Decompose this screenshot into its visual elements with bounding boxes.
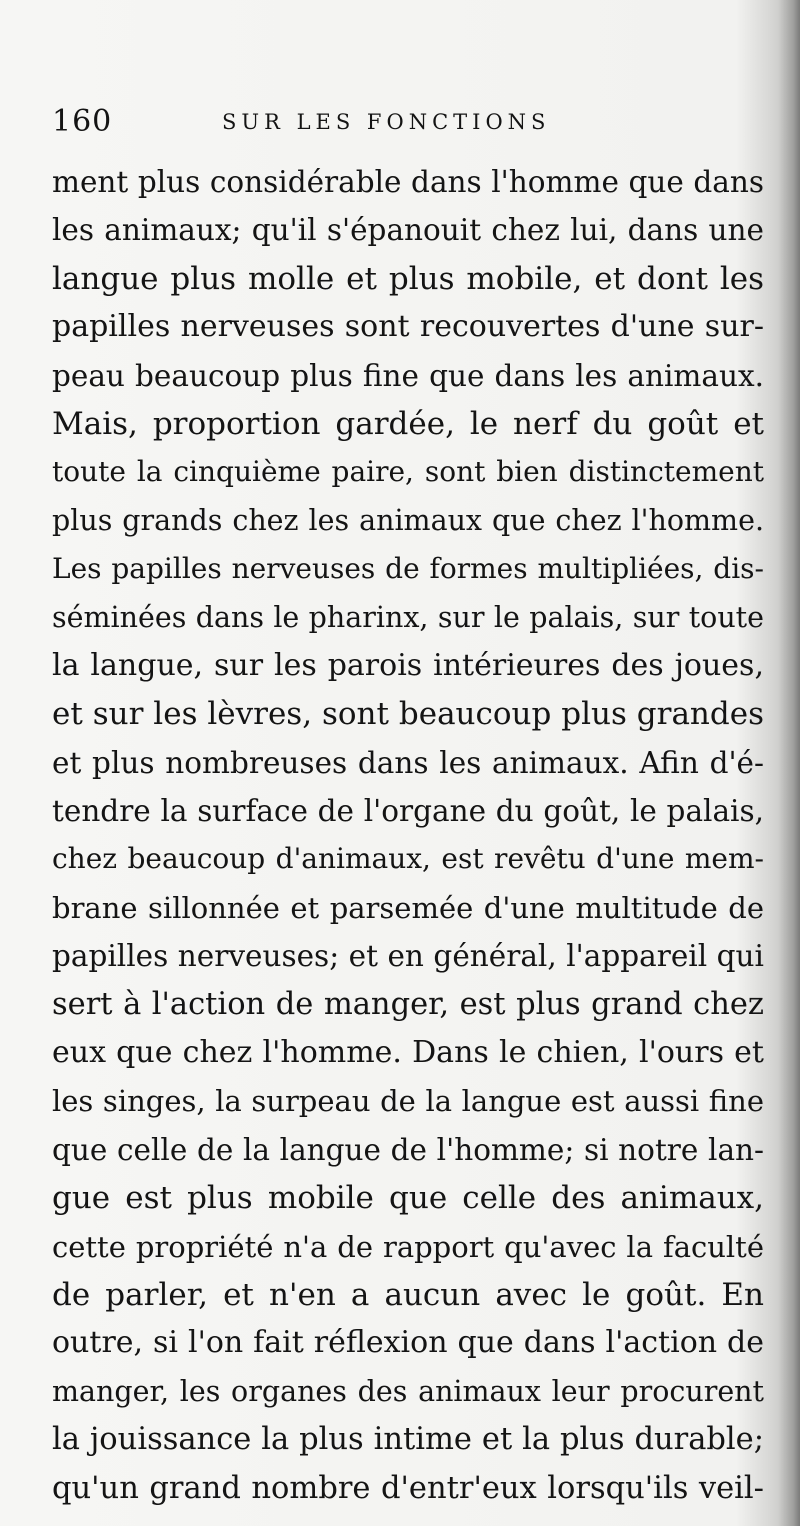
body-text: [52, 158, 764, 1513]
text-line: eux que chez l'homme. Dans le chien, l'ours et: [52, 1035, 764, 1071]
text-line: Les papilles nerveuses de formes multipliées, dis-: [52, 552, 764, 586]
text-line: la jouissance la plus intime et la plus durable;: [52, 1422, 764, 1458]
text-line: gue est plus mobile que celle des animaux,: [52, 1180, 764, 1217]
running-title: SUR LES FONCTIONS: [222, 110, 551, 134]
text-line: peau beaucoup plus fine que dans les animaux.: [52, 358, 764, 393]
text-line: les animaux; qu'il s'épanouit chez lui, dans une: [52, 213, 764, 248]
text-line: papilles nerveuses sont recouvertes d'une sur-: [52, 309, 764, 345]
text-line: outre, si l'on fait réflexion que dans l'action de: [52, 1325, 764, 1361]
text-line: brane sillonnée et parsemée d'une multitude de: [52, 890, 764, 925]
text-line: toute la cinquième paire, sont bien distinctement: [52, 455, 764, 489]
text-line: séminées dans le pharinx, sur le palais, sur toute: [52, 600, 764, 634]
text-line: plus grands chez les animaux que chez l'homme.: [52, 503, 764, 537]
text-line: de parler, et n'en a aucun avec le goût. En: [52, 1276, 764, 1313]
text-line: langue plus molle et plus mobile, et dont les: [52, 260, 764, 297]
text-line: manger, les organes des animaux leur procurent: [52, 1374, 764, 1408]
text-line: ment plus considérable dans l'homme que dans: [52, 165, 764, 199]
page-header: [52, 104, 752, 144]
text-line: cette propriété n'a de rapport qu'avec la faculté: [52, 1229, 764, 1264]
text-line: et sur les lèvres, sont beaucoup plus grandes: [52, 696, 764, 733]
page-number: 160: [52, 104, 113, 139]
text-line: les singes, la surpeau de la langue est aussi fine: [52, 1084, 764, 1119]
text-line: chez beaucoup d'animaux, est revêtu d'une mem-: [52, 842, 764, 876]
text-line: que celle de la langue de l'homme; si notre lan-: [52, 1132, 764, 1167]
text-line: sert à l'action de manger, est plus grand chez: [52, 986, 764, 1022]
text-line: et plus nombreuses dans les animaux. Afin d'é-: [52, 745, 764, 780]
page-edge-shadow: [778, 0, 800, 1526]
text-line: papilles nerveuses; et en général, l'appareil qui: [52, 939, 764, 974]
text-line: la langue, sur les parois intérieures des joues,: [52, 647, 764, 683]
text-line: Mais, proportion gardée, le nerf du goût et: [52, 405, 764, 442]
text-line: qu'un grand nombre d'entr'eux lorsqu'ils veil-: [52, 1470, 764, 1506]
text-line: tendre la surface de l'organe du goût, le palais,: [52, 794, 764, 829]
